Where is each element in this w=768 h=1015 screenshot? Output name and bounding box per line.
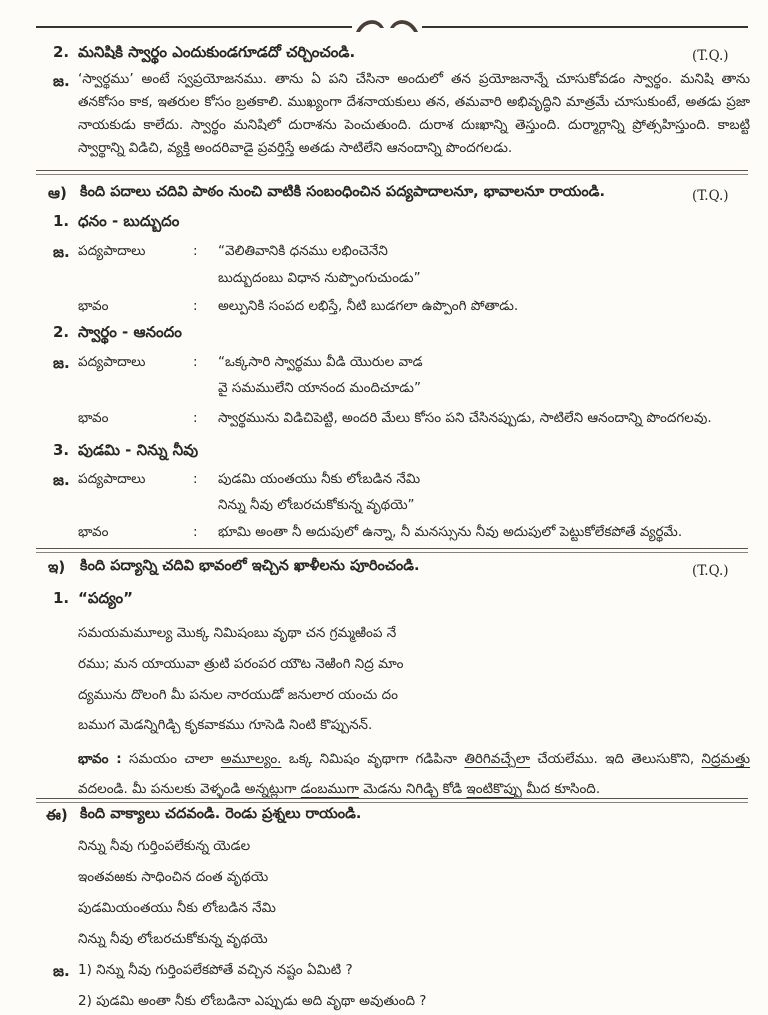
verse-line: నిన్ను నీవు లోఁబరచుకోకున్న వృథయె bbox=[78, 931, 268, 947]
answer-marker: జ. bbox=[53, 962, 70, 980]
tq-tag: (T.Q.) bbox=[692, 188, 729, 204]
padyam-label: పద్యపాదాలు bbox=[78, 471, 146, 487]
scroll-ornament-icon bbox=[352, 14, 422, 34]
item-number: 2. bbox=[53, 323, 70, 341]
answer-marker: జ. bbox=[53, 471, 70, 489]
section-title: కింది పదాలు చదివి పాఠం నుంచి వాటికి సంబంధించిన పద్యపాదాలనూ, భావాలనూ రాయండి. bbox=[80, 184, 606, 200]
colon: : bbox=[193, 471, 198, 487]
blank-answer: నిద్రమత్తు bbox=[701, 751, 750, 767]
colon: : bbox=[193, 354, 198, 370]
tq-tag: (T.Q.) bbox=[692, 563, 729, 579]
poem-line: బముగ మెడన్నిగిడ్చి కృకవాకము గూసెడి నింటి కొప్పునన్. bbox=[78, 717, 373, 733]
section-marker: ఆ) bbox=[48, 184, 67, 202]
bhavam-text: మీద కూసింది. bbox=[526, 781, 601, 797]
padyam-line: “ఒక్కసారి స్వార్థము వీడి యొరుల వాడ bbox=[218, 354, 423, 370]
bhavam-label: భావం bbox=[78, 410, 109, 426]
bhavam-paragraph bbox=[78, 744, 750, 804]
item-number: 1. bbox=[53, 589, 70, 607]
section-title: కింది పద్యాన్ని చదివి భావంలో ఇచ్చిన ఖాళీలను పూరించండి. bbox=[80, 558, 420, 574]
colon: : bbox=[193, 243, 198, 259]
question-number: 2. bbox=[53, 43, 70, 61]
poem-line: రము; మన యాయువా త్రుటి పరంపర యౌట నెఱింగి నిద్ర మాం bbox=[78, 656, 404, 672]
bhavam-text: స్వార్థమును విడిచిపెట్టి, అందరి మేలు కోసం పని చేసినప్పుడు, సాటిలేని ఆనందాన్ని పొందగలవు. bbox=[218, 410, 712, 426]
blank-answer: డంబముగా bbox=[300, 781, 359, 797]
item-heading: స్వార్థం - ఆనందం bbox=[78, 323, 182, 341]
item-number: 1. bbox=[53, 212, 70, 230]
blank-answer: అమూల్యం. bbox=[220, 751, 282, 767]
padyam-line: నిన్ను నీవు లోఁబరచుకోకున్న వృథయె” bbox=[218, 497, 415, 513]
bhavam-label: భావం bbox=[78, 298, 109, 314]
question-line: 1) నిన్ను నీవు గుర్తింపలేకపోతే వచ్చిన నష్టం ఏమిటి ? bbox=[78, 962, 353, 978]
answer-paragraph: ‘స్వార్థము’ అంటే స్వప్రయోజనము. తాను ఏ పని చేసినా అందులో తన ప్రయోజనాన్నే చూసుకోవడం స్వార్థం. మనిషి తాను తనకోసం కాక, ఇతరుల కోసం బ్రతకాలి. ముఖ్యంగా దేశనాయకులు తన, తమవారి అభివృద్ధిని మాత్రమే చూసుకుంటే, అతడు ప్రజా నాయకుడు కాలేదు. స్వార్థం మనిషిలో దురాశను పెంచుతుంది. దురాశ దుఃఖాన్ని తెస్తుంది. దుర్మార్గాన్ని ప్రోత్సహిస్తుంది. కాబట్టి స్వార్థాన్ని విడిచి, వ్యక్తి అందరివాడై ప్రవర్తిస్తే అతడు సాటిలేని ఆనందాన్ని పొందగలడు. bbox=[78, 71, 750, 156]
padyam-line: పుడమి యంతయు నీకు లోఁబడిన నేమి bbox=[218, 471, 421, 487]
section-divider bbox=[36, 798, 748, 803]
verse-line: ఇంతవఱకు సాధించిన దంత వృథయె bbox=[78, 869, 269, 885]
question-line: 2) పుడమి అంతా నీకు లోఁబడినా ఎప్పుడు అది వృథా అవుతుంది ? bbox=[78, 993, 427, 1009]
item-heading: పుడమి - నిన్ను నీవు bbox=[78, 441, 199, 459]
colon: : bbox=[193, 298, 198, 314]
bhavam-text: అల్పునికి సంపద లభిస్తే, నీటి బుడగలా ఉప్పొంగి పోతాడు. bbox=[218, 298, 519, 314]
section-divider bbox=[36, 170, 748, 175]
poem-line: సమయమమూల్య మొక్క నిమిషంబు వృథా చన గ్రమ్మఱింప నే bbox=[78, 625, 397, 641]
blank-answer: తిరిగివచ్చేలా bbox=[464, 751, 531, 767]
section-marker: ఈ) bbox=[46, 806, 68, 824]
blank-answer: ఇంటికొప్పు bbox=[466, 781, 522, 797]
section-title: కింది వాక్యాలు చదవండి. రెండు ప్రశ్నలు రాయండి. bbox=[80, 806, 362, 822]
padyam-label: పద్యపాదాలు bbox=[78, 354, 146, 370]
answer-marker: జ. bbox=[53, 354, 70, 372]
padyam-line: “వెలితివానికి ధనము లభించెనేని bbox=[218, 243, 388, 259]
bhavam-text: చేయలేము. ఇది తెలుసుకొని, bbox=[537, 751, 695, 767]
colon: : bbox=[193, 524, 198, 540]
bhavam-text: సమయం చాలా bbox=[129, 751, 214, 767]
answer-marker: జ. bbox=[53, 72, 70, 90]
bhavam-label: భావం bbox=[78, 524, 109, 540]
bhavam-text: భూమి అంతా నీ అదుపులో ఉన్నా, నీ మనస్సును నీవు అదుపులో పెట్టుకోలేకపోతే వ్యర్థమే. bbox=[218, 524, 683, 540]
bhavam-text: వదలండి. మీ పనులకు వెళ్ళండి అన్నట్లుగా bbox=[78, 781, 297, 797]
item-heading: ధనం - బుద్బుదం bbox=[78, 212, 180, 230]
padyam-line: బుద్బుదంబు విధాన నుప్పొంగుచుండు” bbox=[218, 270, 421, 286]
colon: : bbox=[193, 410, 198, 426]
bhavam-text: ఒక్క నిమిషం వృథాగా గడిపినా bbox=[288, 751, 457, 767]
item-heading: “పద్యం” bbox=[78, 589, 134, 607]
padyam-label: పద్యపాదాలు bbox=[78, 243, 146, 259]
tq-tag: (T.Q.) bbox=[692, 48, 729, 64]
bhavam-text: మెడను నిగిడ్చి కోడి bbox=[363, 781, 463, 797]
question-text: మనిషికి స్వార్థం ఎందుకుండగూడదో చర్చించండి. bbox=[78, 43, 356, 61]
item-number: 3. bbox=[53, 441, 70, 459]
poem-line: ద్యమును దొలంగి మీ పనుల నారయుడో జనులార యంచు దం bbox=[78, 687, 399, 703]
bhavam-label: భావం : bbox=[78, 751, 122, 767]
answer-marker: జ. bbox=[53, 243, 70, 261]
verse-line: నిన్ను నీవు గుర్తింపలేకున్న యెడల bbox=[78, 838, 251, 854]
verse-line: పుడమియంతయు నీకు లోఁబడిన నేమి bbox=[78, 900, 276, 916]
section-divider bbox=[36, 548, 748, 553]
padyam-line: వై సమములేని యానంద మందిచూడు” bbox=[218, 380, 421, 396]
section-marker: ఇ) bbox=[48, 558, 66, 576]
